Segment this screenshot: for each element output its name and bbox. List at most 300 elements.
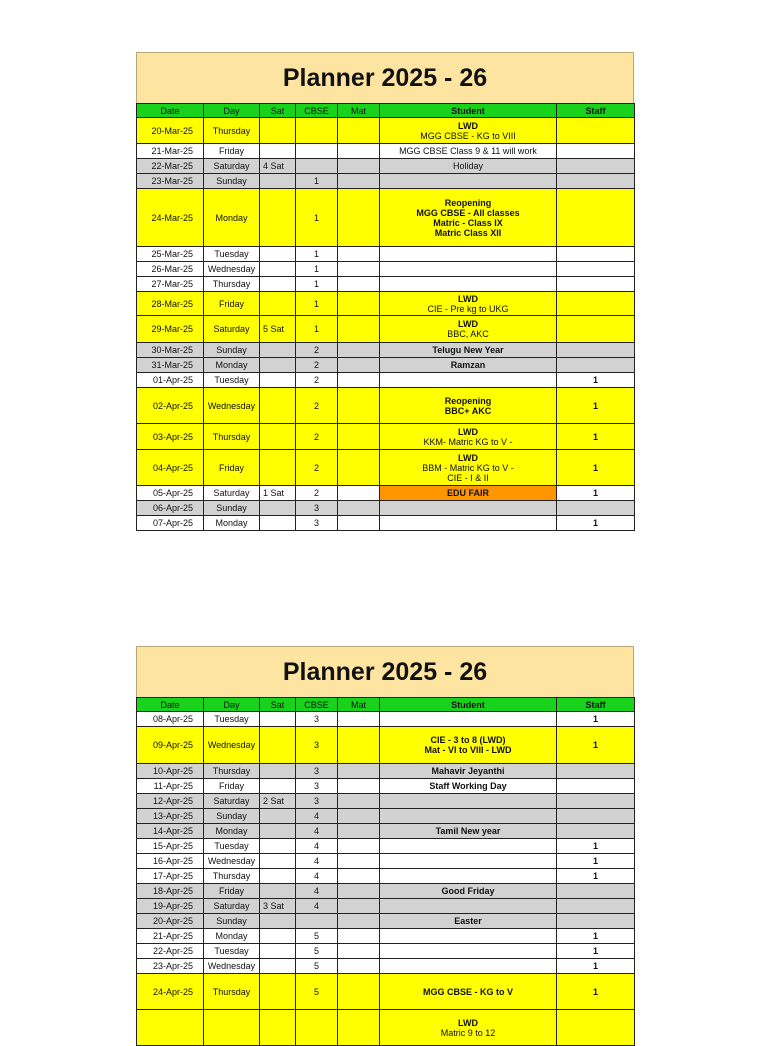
sat-cell [260, 884, 296, 899]
staff-cell [557, 189, 635, 247]
mat-cell [338, 516, 380, 531]
date-cell: 24-Apr-25 [137, 974, 204, 1010]
cbse-cell: 1 [296, 189, 338, 247]
mat-cell [338, 450, 380, 486]
sat-cell: 1 Sat [260, 486, 296, 501]
sat-cell [260, 292, 296, 316]
date-cell: 15-Apr-25 [137, 839, 204, 854]
staff-cell: 1 [557, 450, 635, 486]
sat-cell: 5 Sat [260, 316, 296, 343]
student-cell [380, 358, 557, 373]
day-cell: Wednesday [204, 854, 260, 869]
student-cell [380, 869, 557, 884]
cbse-cell: 1 [296, 292, 338, 316]
date-cell: 04-Apr-25 [137, 450, 204, 486]
day-cell: Thursday [204, 424, 260, 450]
date-cell [137, 1010, 204, 1046]
day-cell: Tuesday [204, 373, 260, 388]
student-cell [380, 486, 557, 501]
header-mat: Mat [338, 698, 380, 712]
day-cell: Saturday [204, 316, 260, 343]
staff-cell [557, 159, 635, 174]
student-note: Telugu New Year [432, 345, 504, 355]
table-row [137, 727, 635, 764]
day-cell: Wednesday [204, 727, 260, 764]
header-student: Student [380, 104, 557, 118]
student-note: Easter [454, 916, 482, 926]
mat-cell [338, 727, 380, 764]
mat-cell [338, 854, 380, 869]
student-cell [380, 292, 557, 316]
cbse-cell: 5 [296, 974, 338, 1010]
table-row [137, 779, 635, 794]
mat-cell [338, 809, 380, 824]
sat-cell [260, 373, 296, 388]
cbse-cell: 2 [296, 388, 338, 424]
day-cell: Sunday [204, 174, 260, 189]
day-cell: Sunday [204, 809, 260, 824]
student-note: Good Friday [441, 886, 495, 896]
day-cell: Tuesday [204, 712, 260, 727]
cbse-cell: 1 [296, 247, 338, 262]
planner-grid [136, 103, 635, 531]
staff-cell [557, 764, 635, 779]
mat-cell [338, 262, 380, 277]
table-row [137, 854, 635, 869]
student-note: Mat - VI to VIII - LWD [424, 745, 512, 755]
student-cell [380, 959, 557, 974]
cbse-cell: 2 [296, 424, 338, 450]
student-cell [380, 388, 557, 424]
cbse-cell: 1 [296, 174, 338, 189]
staff-cell [557, 316, 635, 343]
date-cell: 22-Mar-25 [137, 159, 204, 174]
date-cell: 30-Mar-25 [137, 343, 204, 358]
header-date: Date [137, 104, 204, 118]
header-cbse: CBSE [296, 104, 338, 118]
student-cell [380, 944, 557, 959]
cbse-cell: 3 [296, 764, 338, 779]
student-note: Tamil New year [435, 826, 501, 836]
staff-cell [557, 809, 635, 824]
sat-cell [260, 779, 296, 794]
day-cell: Monday [204, 189, 260, 247]
day-cell: Saturday [204, 794, 260, 809]
date-cell: 16-Apr-25 [137, 854, 204, 869]
staff-cell [557, 1010, 635, 1046]
day-cell: Monday [204, 358, 260, 373]
table-row [137, 388, 635, 424]
table-row [137, 869, 635, 884]
table-row [137, 839, 635, 854]
mat-cell [338, 388, 380, 424]
day-cell: Friday [204, 450, 260, 486]
date-cell: 06-Apr-25 [137, 501, 204, 516]
cbse-cell: 3 [296, 516, 338, 531]
student-cell [380, 929, 557, 944]
date-cell: 21-Mar-25 [137, 144, 204, 159]
mat-cell [338, 959, 380, 974]
date-cell: 05-Apr-25 [137, 486, 204, 501]
mat-cell [338, 794, 380, 809]
cbse-cell: 5 [296, 959, 338, 974]
sat-cell [260, 501, 296, 516]
sat-cell: 2 Sat [260, 794, 296, 809]
table-row [137, 292, 635, 316]
date-cell: 20-Apr-25 [137, 914, 204, 929]
cbse-cell: 2 [296, 358, 338, 373]
mat-cell [338, 779, 380, 794]
staff-cell [557, 247, 635, 262]
staff-cell: 1 [557, 712, 635, 727]
staff-cell [557, 794, 635, 809]
mat-cell [338, 144, 380, 159]
mat-cell [338, 343, 380, 358]
day-cell: Thursday [204, 869, 260, 884]
mat-cell [338, 899, 380, 914]
student-note: LWD [458, 120, 478, 131]
mat-cell [338, 292, 380, 316]
student-cell [380, 343, 557, 358]
table-row [137, 929, 635, 944]
staff-cell: 1 [557, 424, 635, 450]
student-note: BBM - Matric KG to V - [422, 462, 514, 473]
table-row [137, 899, 635, 914]
student-note: Reopening [444, 197, 492, 208]
day-cell: Sunday [204, 501, 260, 516]
sat-cell [260, 343, 296, 358]
table-row [137, 277, 635, 292]
date-cell: 31-Mar-25 [137, 358, 204, 373]
student-cell [380, 516, 557, 531]
mat-cell [338, 712, 380, 727]
sat-cell [260, 424, 296, 450]
staff-cell: 1 [557, 959, 635, 974]
day-cell: Saturday [204, 899, 260, 914]
student-note: Staff Working Day [429, 781, 507, 791]
student-cell [380, 854, 557, 869]
student-cell [380, 809, 557, 824]
mat-cell [338, 174, 380, 189]
student-cell [380, 316, 557, 343]
sat-cell [260, 247, 296, 262]
student-cell [380, 501, 557, 516]
student-cell [380, 794, 557, 809]
day-cell: Monday [204, 516, 260, 531]
cbse-cell: 1 [296, 277, 338, 292]
staff-cell [557, 884, 635, 899]
student-cell [380, 779, 557, 794]
date-cell: 14-Apr-25 [137, 824, 204, 839]
mat-cell [338, 869, 380, 884]
mat-cell [338, 189, 380, 247]
day-cell: Wednesday [204, 959, 260, 974]
sat-cell [260, 727, 296, 764]
date-cell: 07-Apr-25 [137, 516, 204, 531]
table-row [137, 824, 635, 839]
student-cell [380, 262, 557, 277]
mat-cell [338, 839, 380, 854]
sat-cell [260, 277, 296, 292]
sat-cell: 4 Sat [260, 159, 296, 174]
student-note: CIE - Pre kg to UKG [427, 303, 509, 314]
cbse-cell: 4 [296, 869, 338, 884]
date-cell: 12-Apr-25 [137, 794, 204, 809]
header-staff: Staff [557, 104, 635, 118]
student-cell [380, 144, 557, 159]
student-note: Matric - Class IX [433, 217, 503, 228]
staff-cell [557, 277, 635, 292]
student-cell [380, 899, 557, 914]
mat-cell [338, 944, 380, 959]
student-note: LWD [458, 1017, 478, 1028]
student-cell [380, 159, 557, 174]
table-row [137, 516, 635, 531]
cbse-cell: 3 [296, 779, 338, 794]
header-student: Student [380, 698, 557, 712]
header-row [137, 698, 635, 712]
student-note: Matric 9 to 12 [440, 1027, 496, 1038]
day-cell: Sunday [204, 343, 260, 358]
cbse-cell: 5 [296, 929, 338, 944]
student-cell [380, 764, 557, 779]
table-row [137, 884, 635, 899]
staff-cell: 1 [557, 869, 635, 884]
student-cell [380, 839, 557, 854]
sat-cell [260, 914, 296, 929]
student-note: BBC, AKC [447, 329, 489, 339]
planner-table-1 [136, 52, 634, 531]
date-cell: 10-Apr-25 [137, 764, 204, 779]
date-cell: 28-Mar-25 [137, 292, 204, 316]
table-row [137, 1010, 635, 1046]
table-row [137, 373, 635, 388]
staff-cell [557, 118, 635, 144]
sat-cell [260, 839, 296, 854]
table-row [137, 794, 635, 809]
cbse-cell: 1 [296, 316, 338, 343]
student-note: KKM- Matric KG to V - [423, 436, 513, 447]
sat-cell [260, 764, 296, 779]
day-cell: Monday [204, 929, 260, 944]
date-cell: 24-Mar-25 [137, 189, 204, 247]
day-cell: Thursday [204, 118, 260, 144]
mat-cell [338, 929, 380, 944]
sat-cell [260, 854, 296, 869]
date-cell: 29-Mar-25 [137, 316, 204, 343]
staff-cell [557, 779, 635, 794]
student-note: Reopening [444, 395, 492, 406]
table-row [137, 247, 635, 262]
staff-cell: 1 [557, 388, 635, 424]
staff-cell: 1 [557, 373, 635, 388]
day-cell: Tuesday [204, 247, 260, 262]
student-note: CIE - I & II [447, 472, 489, 483]
cbse-cell: 3 [296, 501, 338, 516]
date-cell: 23-Mar-25 [137, 174, 204, 189]
sat-cell [260, 869, 296, 884]
mat-cell [338, 486, 380, 501]
date-cell: 09-Apr-25 [137, 727, 204, 764]
date-cell: 11-Apr-25 [137, 779, 204, 794]
sat-cell [260, 712, 296, 727]
cbse-cell [296, 144, 338, 159]
sat-cell [260, 144, 296, 159]
student-note: EDU FAIR [446, 488, 489, 498]
student-note: MGG CBSE - KG to V [423, 986, 513, 997]
table-row [137, 424, 635, 450]
sat-cell [260, 809, 296, 824]
table-row [137, 501, 635, 516]
cbse-cell: 4 [296, 899, 338, 914]
table-row [137, 712, 635, 727]
header-staff: Staff [557, 698, 635, 712]
planner-table-2 [136, 646, 634, 1046]
staff-cell [557, 914, 635, 929]
date-cell: 03-Apr-25 [137, 424, 204, 450]
staff-cell [557, 501, 635, 516]
day-cell: Wednesday [204, 388, 260, 424]
mat-cell [338, 884, 380, 899]
day-cell [204, 1010, 260, 1046]
student-note: LWD [458, 426, 478, 437]
table-row [137, 189, 635, 247]
cbse-cell: 3 [296, 712, 338, 727]
cbse-cell: 4 [296, 884, 338, 899]
cbse-cell [296, 1010, 338, 1046]
mat-cell [338, 118, 380, 144]
table-row [137, 450, 635, 486]
student-cell [380, 277, 557, 292]
table-row [137, 262, 635, 277]
table-row [137, 118, 635, 144]
staff-cell: 1 [557, 486, 635, 501]
day-cell: Friday [204, 779, 260, 794]
header-sat: Sat [260, 104, 296, 118]
student-cell [380, 189, 557, 247]
table-row [137, 174, 635, 189]
sat-cell [260, 1010, 296, 1046]
staff-cell [557, 262, 635, 277]
cbse-cell: 2 [296, 450, 338, 486]
table-row [137, 809, 635, 824]
cbse-cell: 2 [296, 373, 338, 388]
sat-cell [260, 974, 296, 1010]
staff-cell: 1 [557, 929, 635, 944]
date-cell: 18-Apr-25 [137, 884, 204, 899]
mat-cell [338, 316, 380, 343]
day-cell: Friday [204, 144, 260, 159]
staff-cell [557, 824, 635, 839]
student-note: Ramzan [450, 360, 486, 370]
student-cell [380, 884, 557, 899]
cbse-cell: 2 [296, 343, 338, 358]
table-row [137, 974, 635, 1010]
table-row [137, 764, 635, 779]
student-cell [380, 974, 557, 1010]
header-row [137, 104, 635, 118]
date-cell: 08-Apr-25 [137, 712, 204, 727]
staff-cell: 1 [557, 944, 635, 959]
staff-cell: 1 [557, 974, 635, 1010]
day-cell: Tuesday [204, 944, 260, 959]
day-cell: Friday [204, 884, 260, 899]
student-cell [380, 174, 557, 189]
student-note: Holiday [452, 161, 483, 171]
day-cell: Thursday [204, 277, 260, 292]
student-cell [380, 118, 557, 144]
date-cell: 19-Apr-25 [137, 899, 204, 914]
day-cell: Sunday [204, 914, 260, 929]
sat-cell [260, 262, 296, 277]
student-note: MGG CBSE - KG to VIII [420, 130, 516, 141]
student-cell [380, 1010, 557, 1046]
cbse-cell: 1 [296, 262, 338, 277]
student-note: LWD [458, 319, 478, 329]
sat-cell [260, 824, 296, 839]
day-cell: Tuesday [204, 839, 260, 854]
date-cell: 02-Apr-25 [137, 388, 204, 424]
student-note: LWD [458, 452, 478, 463]
sat-cell [260, 174, 296, 189]
cbse-cell: 4 [296, 809, 338, 824]
staff-cell [557, 292, 635, 316]
cbse-cell: 4 [296, 824, 338, 839]
planner-title: Planner 2025 - 26 [136, 646, 634, 697]
header-sat: Sat [260, 698, 296, 712]
student-note: Mahavir Jeyanthi [431, 766, 505, 776]
table-row [137, 343, 635, 358]
header-day: Day [204, 104, 260, 118]
sat-cell [260, 450, 296, 486]
student-cell [380, 824, 557, 839]
table-row [137, 959, 635, 974]
staff-cell [557, 343, 635, 358]
sat-cell [260, 388, 296, 424]
date-cell: 17-Apr-25 [137, 869, 204, 884]
cbse-cell: 3 [296, 794, 338, 809]
mat-cell [338, 974, 380, 1010]
mat-cell [338, 1010, 380, 1046]
cbse-cell: 3 [296, 727, 338, 764]
student-cell [380, 424, 557, 450]
table-row [137, 486, 635, 501]
day-cell: Monday [204, 824, 260, 839]
student-note: Matric Class XII [434, 227, 502, 238]
student-cell [380, 727, 557, 764]
staff-cell: 1 [557, 854, 635, 869]
date-cell: 27-Mar-25 [137, 277, 204, 292]
mat-cell [338, 764, 380, 779]
cbse-cell [296, 118, 338, 144]
sat-cell [260, 929, 296, 944]
table-row [137, 358, 635, 373]
student-note: MGG CBSE Class 9 & 11 will work [399, 146, 537, 156]
planner-grid [136, 697, 635, 1046]
cbse-cell: 4 [296, 854, 338, 869]
date-cell: 25-Mar-25 [137, 247, 204, 262]
date-cell: 20-Mar-25 [137, 118, 204, 144]
sat-cell [260, 358, 296, 373]
student-cell [380, 914, 557, 929]
header-mat: Mat [338, 104, 380, 118]
mat-cell [338, 914, 380, 929]
date-cell: 22-Apr-25 [137, 944, 204, 959]
day-cell: Friday [204, 292, 260, 316]
sat-cell [260, 118, 296, 144]
cbse-cell: 5 [296, 944, 338, 959]
day-cell: Thursday [204, 764, 260, 779]
